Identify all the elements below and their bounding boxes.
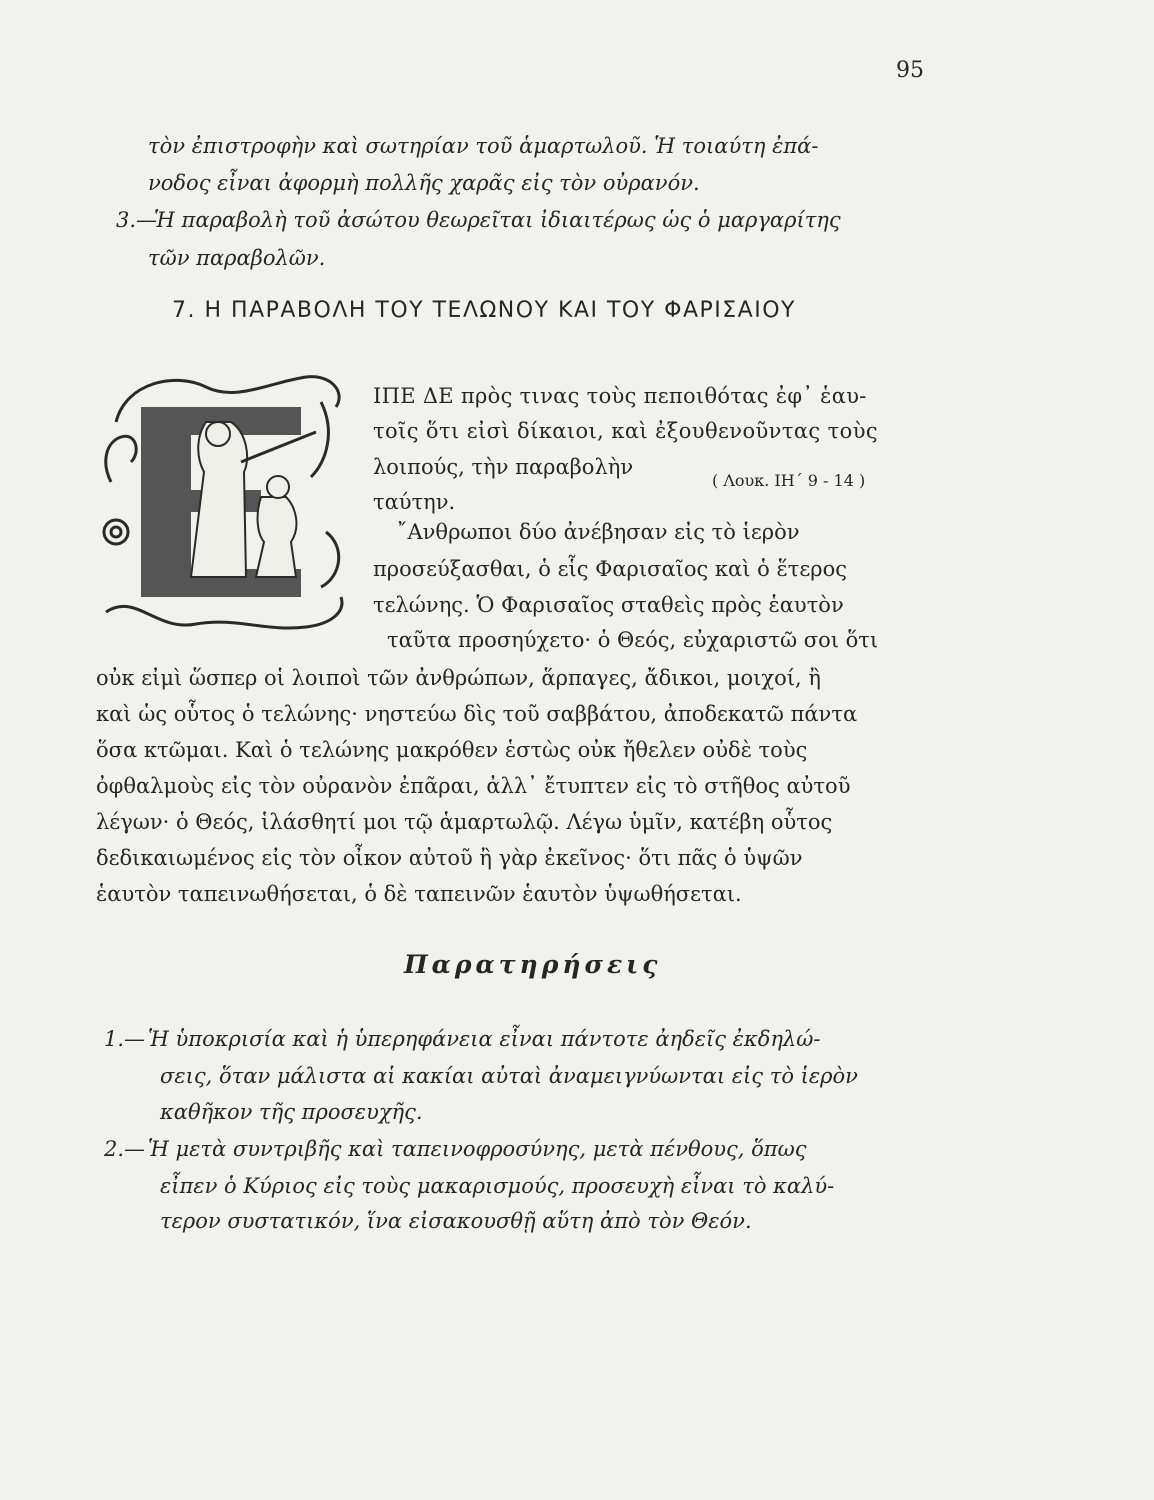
body-line-15: ἑαυτὸν ταπεινωθήσεται, ὁ δὲ ταπεινῶν ἑαυτὸν ὑψωθήσεται. bbox=[96, 882, 742, 906]
item-3-number: 3.— bbox=[116, 208, 158, 232]
body-line-2: τοῖς ὅτι εἰσὶ δίκαιοι, καὶ ἐξουθενοῦντας τοὺς bbox=[373, 419, 879, 443]
body-line-9: οὐκ εἰμὶ ὥσπερ οἱ λοιποὶ τῶν ἀνθρώπων, ἅρπαγες, ἄδικοι, μοιχοί, ἢ bbox=[96, 666, 821, 690]
scripture-reference: ( Λουκ. ΙΗ΄ 9 - 14 ) bbox=[712, 471, 866, 490]
body-line-14: δεδικαιωμένος εἰς τὸν οἶκον αὐτοῦ ἢ γὰρ ἐκεῖνος· ὅτι πᾶς ὁ ὑψῶν bbox=[96, 846, 803, 870]
body-line-5: ῎Ανθρωποι δύο ἀνέβησαν εἰς τὸ ἱερὸν bbox=[397, 520, 800, 544]
body-line-13: λέγων· ὁ Θεός, ἱλάσθητί μοι τῷ ἁμαρτωλῷ. Λέγω ὑμῖν, κατέβη οὗτος bbox=[96, 810, 833, 834]
observations-title: Παρατηρήσεις bbox=[404, 950, 662, 979]
body-line-12: ὀφθαλμοὺς εἰς τὸν οὐρανὸν ἐπᾶραι, ἀλλ᾽ ἔτυπτεν εἰς τὸ στῆθος αὐτοῦ bbox=[96, 774, 851, 798]
decorated-initial-illustration bbox=[96, 362, 351, 645]
observation-1-line-2: σεις, ὅταν μάλιστα αἱ κακίαι αὐταὶ ἀναμειγνύωνται εἰς τὸ ἱερὸν bbox=[160, 1064, 858, 1088]
body-line-11: ὅσα κτῶμαι. Καὶ ὁ τελώνης μακρόθεν ἑστὼς οὐκ ἤθελεν οὐδὲ τοὺς bbox=[96, 738, 808, 762]
body-line-3: λοιπούς, τὴν παραβολὴν bbox=[373, 455, 634, 479]
body-line-8: ταῦτα προσηύχετο· ὁ Θεός, εὐχαριστῶ σοι ὅτι bbox=[387, 628, 879, 652]
body-line-10: καὶ ὡς οὗτος ὁ τελώνης· νηστεύω δὶς τοῦ σαββάτου, ἀποδεκατῶ πάντα bbox=[96, 702, 858, 726]
observation-1-line-3: καθῆκον τῆς προσευχῆς. bbox=[160, 1100, 423, 1124]
intro-line-2: νοδος εἶναι ἀφορμὴ πολλῆς χαρᾶς εἰς τὸν οὐρανόν. bbox=[148, 171, 700, 195]
body-line-4: ταύτην. bbox=[373, 490, 456, 514]
body-line-7: τελώνης. Ὁ Φαρισαῖος σταθεὶς πρὸς ἑαυτὸν bbox=[373, 593, 844, 617]
intro-line-1: τὸν ἐπιστροφὴν καὶ σωτηρίαν τοῦ ἁμαρτωλοῦ. Ἡ τοιαύτη ἐπά- bbox=[148, 134, 819, 158]
observation-2-line-1: Ἡ μετὰ συντριβῆς καὶ ταπεινοφροσύνης, μετὰ πένθους, ὅπως bbox=[148, 1137, 807, 1161]
page-number: 95 bbox=[896, 58, 924, 83]
observation-2-line-2: εἶπεν ὁ Κύριος εἰς τοὺς μακαρισμούς, προσευχὴ εἶναι τὸ καλύ- bbox=[160, 1174, 835, 1198]
observation-2-number: 2.— bbox=[104, 1137, 146, 1161]
observation-1-number: 1.— bbox=[104, 1027, 146, 1051]
section-heading: 7. Η ΠΑΡΑΒΟΛΗ ΤΟΥ ΤΕΛΩΝΟΥ ΚΑΙ ΤΟΥ ΦΑΡΙΣΑΙΟΥ bbox=[172, 298, 796, 323]
body-line-1: ΙΠΕ ΔΕ πρὸς τινας τοὺς πεποιθότας ἐφ᾽ ἑαυ- bbox=[373, 384, 867, 408]
observation-1-line-1: Ἡ ὑποκρισία καὶ ἡ ὑπερηφάνεια εἶναι πάντοτε ἀηδεῖς ἐκδηλώ- bbox=[148, 1027, 821, 1051]
body-line-6: προσεύξασθαι, ὁ εἷς Φαρισαῖος καὶ ὁ ἕτερος bbox=[373, 557, 847, 581]
item-3-line-1: Ἡ παραβολὴ τοῦ ἀσώτου θεωρεῖται ἰδιαιτέρως ὡς ὁ μαργαρίτης bbox=[154, 208, 841, 232]
item-3-line-2: τῶν παραβολῶν. bbox=[148, 246, 326, 270]
observation-2-line-3: τερον συστατικόν, ἵνα εἰσακουσθῇ αὕτη ἀπὸ τὸν Θεόν. bbox=[160, 1209, 752, 1233]
